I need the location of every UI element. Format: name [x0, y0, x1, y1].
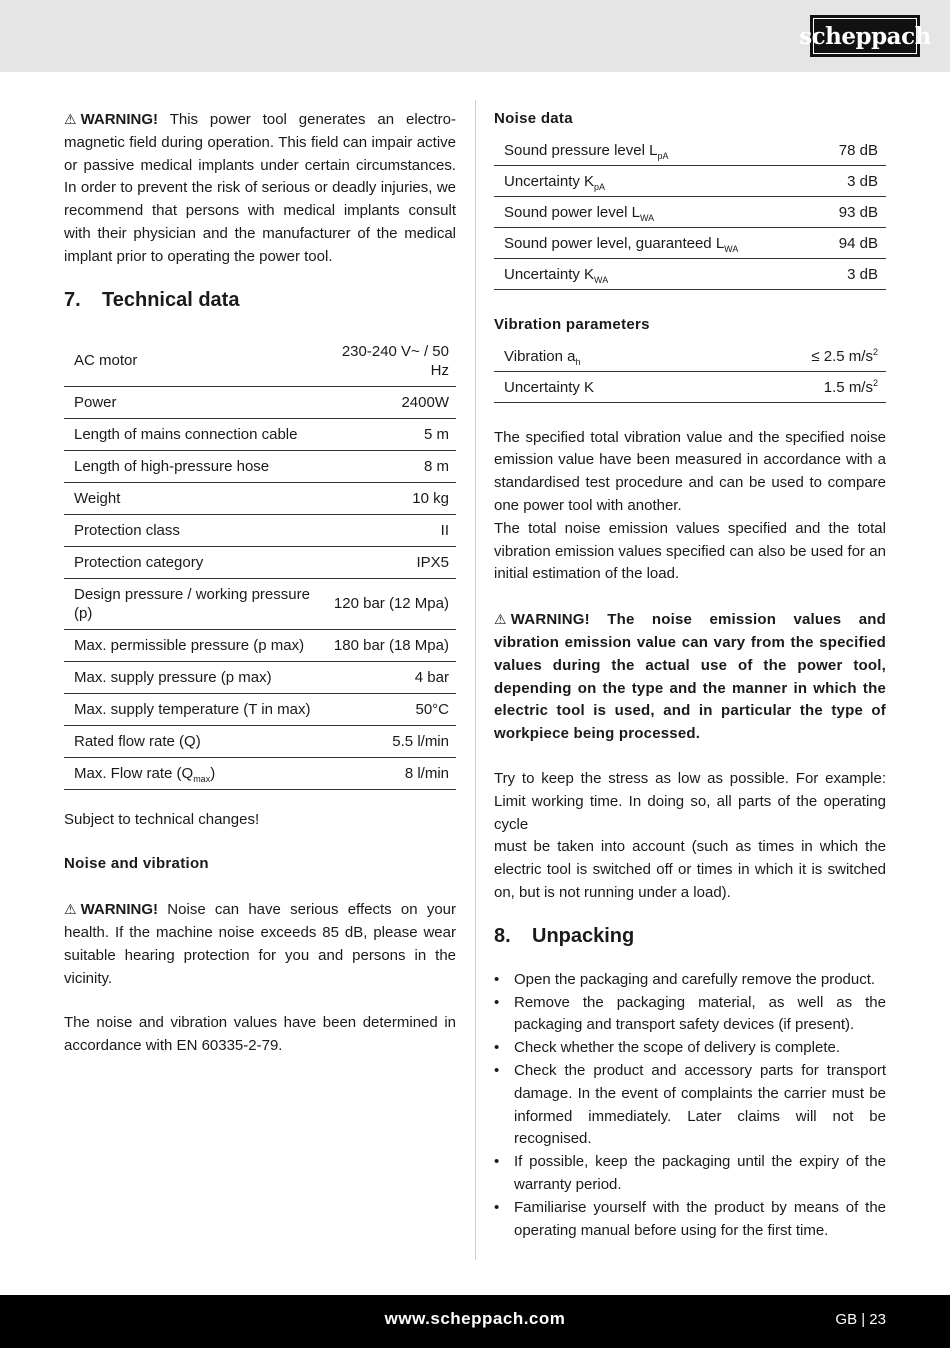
- spec-value: 8 m: [320, 450, 456, 482]
- param-label-text: Uncertainty K: [504, 265, 595, 283]
- section-title-unpacking: [494, 925, 886, 948]
- warning-noise-text: Noise can have serious effects on your health. If the machine noise exceeds 85 dB, please wear suitable hearing protection for you and persons in the vicinity.: [64, 901, 456, 987]
- spec-value: 4 bar: [320, 661, 456, 693]
- param-label: [494, 341, 714, 372]
- section-number: 8.: [494, 924, 511, 947]
- param-label: [494, 135, 814, 166]
- spec-label: [64, 514, 320, 546]
- warning-triangle-icon: ⚠: [64, 901, 77, 918]
- section-title-technical-data: [64, 289, 456, 312]
- vibration-table: [494, 341, 886, 403]
- spec-value: 2400W: [320, 386, 456, 418]
- spec-label: [64, 578, 320, 629]
- table-row: [64, 661, 456, 693]
- param-value-text: 78 dB: [838, 141, 878, 159]
- spec-value: 8 l/min: [320, 757, 456, 789]
- param-value: [714, 341, 886, 372]
- warning-label: WARNING!: [80, 111, 159, 128]
- table-row: [64, 629, 456, 661]
- spec-value: 180 bar (18 Mpa): [320, 629, 456, 661]
- spec-label: [64, 450, 320, 482]
- table-row: [64, 693, 456, 725]
- table-row: [494, 341, 886, 372]
- warning-emf-paragraph: [64, 108, 456, 269]
- spec-value: 10 kg: [320, 482, 456, 514]
- spec-label-end: ): [210, 764, 216, 782]
- spec-label: [64, 336, 320, 387]
- param-label-text: Sound power level L: [504, 203, 640, 221]
- standard-note: The noise and vibration values have been determined in accordance with EN 60335-2-79.: [64, 1014, 456, 1055]
- param-label: [494, 165, 814, 196]
- warning-emission-text: WARNING! The noise emission values and vibration emission value can vary from the specified values during the actual use of the power tool, depending on the type and the manner in which the electric tool is used, and in particular the type of workpiece being processed.: [494, 611, 886, 743]
- param-value: [814, 135, 886, 166]
- spec-value: 5 m: [320, 418, 456, 450]
- param-label: [494, 196, 814, 227]
- param-label: [494, 227, 814, 258]
- param-label: [494, 371, 714, 402]
- spec-label: [64, 725, 320, 757]
- spec-label-text: Max. supply pressure (p max): [74, 668, 272, 686]
- noise-data-heading: Noise data: [494, 110, 573, 127]
- table-row: [64, 725, 456, 757]
- spec-label-text: Protection class: [74, 521, 180, 539]
- param-value-text: 1.5 m/s: [823, 378, 873, 396]
- table-row: [494, 371, 886, 402]
- table-row: [64, 514, 456, 546]
- column-divider: [475, 100, 476, 1260]
- spec-value: 120 bar (12 Mpa): [320, 578, 456, 629]
- param-label-text: Vibration a: [504, 347, 576, 365]
- vibration-parameters-heading: Vibration parameters: [494, 315, 650, 333]
- spec-label: [64, 386, 320, 418]
- table-row: [64, 386, 456, 418]
- list-item: • Check the product and accessory parts for transport damage. In the event of complaints the carrier must be informed immediately. Later claims will not be recognised.: [494, 1060, 886, 1151]
- param-value-superscript: 2: [872, 377, 878, 388]
- spec-label-text: Length of high-pressure hose: [74, 457, 270, 475]
- param-label-subscript: WA: [594, 274, 609, 285]
- param-value-text: 93 dB: [838, 203, 878, 221]
- param-value: [714, 371, 886, 402]
- param-value-text: 3 dB: [847, 265, 878, 283]
- warning-emission-paragraph: [494, 608, 886, 746]
- param-label-subscript: h: [575, 356, 581, 367]
- param-value: [814, 165, 886, 196]
- table-row: [494, 227, 886, 258]
- spec-label-text: Max. supply temperature (T in max): [74, 700, 311, 718]
- list-item: • Open the packaging and carefully remove the product.: [494, 969, 886, 992]
- warning-triangle-icon: ⚠: [64, 111, 77, 127]
- page-number: GB | 23: [835, 1311, 886, 1328]
- spec-label: [64, 693, 320, 725]
- footer-url: www.scheppach.com: [384, 1309, 566, 1328]
- param-label: [494, 258, 814, 289]
- list-item: • Familiarise yourself with the product by means of the operating manual before using for the first time.: [494, 1197, 886, 1243]
- spec-label: [64, 629, 320, 661]
- list-item: • Remove the packaging material, as well as the packaging and transport safety devices (if present).: [494, 992, 886, 1038]
- param-label-text: Uncertainty K: [504, 172, 595, 190]
- spec-label-text: Rated flow rate (Q): [74, 732, 201, 750]
- spec-label-text: Length of mains connection cable: [74, 425, 298, 443]
- param-label-text: Sound power level, guaranteed L: [504, 234, 725, 252]
- spec-value: IPX5: [320, 546, 456, 578]
- param-label-subscript: WA: [724, 243, 739, 254]
- stress-text-2: must be taken into account (such as times in which the electric tool is switched off or times in which it is switched on, but is not running under a load).: [494, 838, 886, 901]
- spec-value: II: [320, 514, 456, 546]
- param-value: [814, 196, 886, 227]
- spec-label-text: AC motor: [74, 352, 138, 370]
- spec-label: [64, 757, 320, 789]
- param-value-superscript: 2: [872, 346, 878, 357]
- spec-label-text: Power: [74, 393, 117, 411]
- left-column: [64, 108, 456, 1058]
- spec-value: 5.5 l/min: [320, 725, 456, 757]
- warning-label: WARNING!: [80, 901, 159, 919]
- spec-value: 50°C: [320, 693, 456, 725]
- param-value-text: 94 dB: [838, 234, 878, 252]
- spec-label-text: Max. permissible pressure (p max): [74, 636, 305, 654]
- stress-text-1: Try to keep the stress as low as possible. For example: Limit working time. In doing so, all parts of the operating cycle: [494, 769, 886, 833]
- warning-noise-paragraph: [64, 898, 456, 990]
- warning-triangle-icon: ⚠: [494, 611, 507, 628]
- spec-label-text: Max. Flow rate (Q: [74, 764, 194, 782]
- list-item: • Check whether the scope of delivery is complete.: [494, 1037, 886, 1060]
- spec-label-text: Design pressure / working pressure (p): [74, 585, 310, 622]
- technical-data-table: [64, 336, 456, 790]
- list-item: • If possible, keep the packaging until the expiry of the warranty period.: [494, 1151, 886, 1197]
- unpacking-list: [494, 969, 886, 1243]
- table-row: [64, 578, 456, 629]
- table-row: [494, 165, 886, 196]
- table-row: [64, 757, 456, 789]
- spec-label: [64, 661, 320, 693]
- param-value-text: ≤ 2.5 m/s: [811, 347, 873, 365]
- table-row: [494, 196, 886, 227]
- param-label-subscript: pA: [657, 150, 669, 161]
- param-label-subscript: WA: [639, 212, 655, 223]
- param-value: [814, 227, 886, 258]
- table-row: [494, 258, 886, 289]
- noise-data-table: [494, 135, 886, 290]
- footer: [0, 1295, 950, 1348]
- table-row: [64, 418, 456, 450]
- spec-label: [64, 482, 320, 514]
- param-value-text: 3 dB: [847, 172, 878, 190]
- table-row: [64, 450, 456, 482]
- table-row: [64, 482, 456, 514]
- spec-label-text: Protection category: [74, 553, 204, 571]
- param-label-subscript: pA: [594, 181, 606, 192]
- subject-to-changes-note: Subject to technical changes!: [64, 810, 260, 828]
- spec-label: [64, 546, 320, 578]
- spec-value: 230-240 V~ / 50 Hz: [320, 336, 456, 387]
- param-value: [814, 258, 886, 289]
- section-title-text: Unpacking: [532, 924, 635, 947]
- vibration-text-1: The specified total vibration value and the specified noise emission value have been measured in accordance with a standardised test procedure and can be used to compare one power tool with another.: [494, 428, 886, 514]
- scheppach-logo: scheppach: [810, 15, 920, 57]
- right-column: [494, 108, 886, 1242]
- param-label-text: Sound pressure level L: [504, 141, 658, 159]
- param-label-text: Uncertainty K: [504, 378, 595, 396]
- section-title-text: Technical data: [102, 288, 240, 311]
- spec-label: [64, 418, 320, 450]
- table-row: [494, 135, 886, 166]
- noise-vibration-heading: Noise and vibration: [64, 855, 209, 873]
- warning-emf-text: This power tool generates an electro-magnetic field during operation. This field can impair active or passive medical implants under certain circumstances. In order to prevent the risk of serious or deadly injuries, we recommend that persons with medical implants consult with their physician and the manufacturer of the medical implant prior to operating the power tool.: [64, 111, 456, 265]
- section-number: 7.: [64, 288, 81, 311]
- spec-label-subscript: max: [193, 773, 211, 784]
- table-row: [64, 546, 456, 578]
- table-row: [64, 336, 456, 387]
- spec-label-text: Weight: [74, 489, 121, 507]
- vibration-text-2: The total noise emission values specified and the total vibration emission values specified can also be used for an initial estimation of the load.: [494, 519, 886, 583]
